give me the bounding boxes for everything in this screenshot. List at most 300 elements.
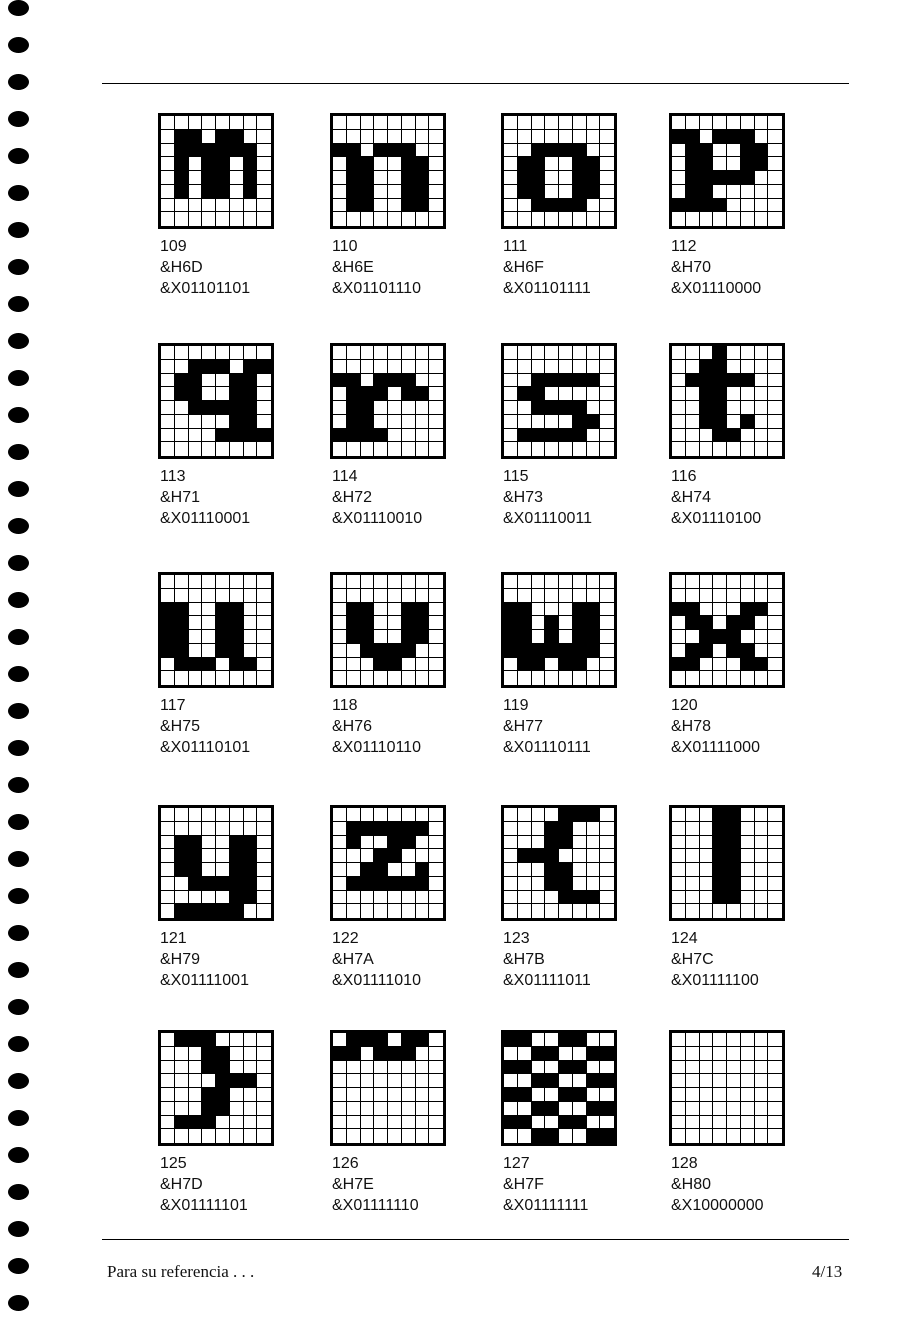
pixel-off	[244, 1033, 258, 1047]
pixel-on	[686, 644, 700, 658]
pixel-off	[768, 616, 782, 630]
pixel-off	[416, 374, 430, 388]
pixel-on	[573, 603, 587, 617]
pixel-on	[686, 144, 700, 158]
pixel-off	[257, 630, 271, 644]
pixel-on	[559, 644, 573, 658]
pixel-on	[573, 374, 587, 388]
pixel-off	[727, 185, 741, 199]
pixel-off	[532, 415, 546, 429]
pixel-off	[741, 185, 755, 199]
pixel-on	[700, 415, 714, 429]
character-cell	[158, 1030, 328, 1240]
pixel-on	[347, 144, 361, 158]
glyph-bitmap	[501, 343, 617, 459]
pixel-on	[347, 157, 361, 171]
page-number: 4/13	[812, 1262, 843, 1281]
pixel-off	[361, 346, 375, 360]
pixel-on	[374, 863, 388, 877]
pixel-on	[559, 1088, 573, 1102]
pixel-off	[257, 442, 271, 456]
pixel-on	[189, 144, 203, 158]
pixel-on	[532, 1102, 546, 1116]
pixel-off	[573, 904, 587, 918]
pixel-on	[161, 603, 175, 617]
pixel-on	[361, 387, 375, 401]
pixel-off	[257, 1129, 271, 1143]
pixel-off	[768, 1033, 782, 1047]
pixel-off	[545, 171, 559, 185]
pixel-off	[257, 1116, 271, 1130]
pixel-off	[388, 401, 402, 415]
pixel-off	[161, 1074, 175, 1088]
pixel-on	[504, 644, 518, 658]
decimal-code: 109	[160, 238, 187, 255]
pixel-off	[600, 185, 614, 199]
pixel-on	[230, 374, 244, 388]
pixel-off	[768, 603, 782, 617]
pixel-on	[361, 429, 375, 443]
pixel-off	[429, 891, 443, 905]
pixel-on	[402, 644, 416, 658]
glyph-bitmap	[330, 572, 446, 688]
pixel-off	[202, 822, 216, 836]
pixel-off	[388, 671, 402, 685]
pixel-on	[189, 836, 203, 850]
pixel-on	[416, 863, 430, 877]
pixel-grid	[672, 346, 782, 456]
punch-hole	[8, 444, 29, 460]
pixel-on	[361, 199, 375, 213]
pixel-off	[532, 822, 546, 836]
pixel-on	[573, 429, 587, 443]
pixel-on	[559, 1033, 573, 1047]
pixel-off	[727, 1074, 741, 1088]
pixel-off	[741, 904, 755, 918]
pixel-off	[755, 415, 769, 429]
pixel-off	[216, 836, 230, 850]
pixel-off	[333, 171, 347, 185]
pixel-on	[727, 808, 741, 822]
pixel-off	[374, 130, 388, 144]
pixel-off	[532, 671, 546, 685]
pixel-on	[244, 144, 258, 158]
pixel-off	[429, 575, 443, 589]
pixel-on	[175, 387, 189, 401]
pixel-off	[161, 1047, 175, 1061]
pixel-off	[416, 589, 430, 603]
pixel-off	[713, 589, 727, 603]
pixel-off	[518, 808, 532, 822]
pixel-off	[573, 1102, 587, 1116]
pixel-off	[755, 1102, 769, 1116]
punch-hole	[8, 222, 29, 238]
pixel-off	[230, 1088, 244, 1102]
pixel-off	[672, 144, 686, 158]
pixel-off	[713, 658, 727, 672]
pixel-on	[388, 374, 402, 388]
punch-hole	[8, 740, 29, 756]
pixel-off	[175, 415, 189, 429]
pixel-off	[587, 346, 601, 360]
pixel-on	[518, 644, 532, 658]
pixel-off	[347, 808, 361, 822]
pixel-off	[161, 116, 175, 130]
pixel-off	[347, 130, 361, 144]
pixel-off	[532, 116, 546, 130]
pixel-on	[189, 360, 203, 374]
pixel-off	[768, 212, 782, 226]
pixel-on	[700, 185, 714, 199]
pixel-off	[518, 904, 532, 918]
pixel-off	[244, 1047, 258, 1061]
pixel-on	[175, 603, 189, 617]
pixel-off	[216, 442, 230, 456]
pixel-off	[600, 199, 614, 213]
pixel-off	[741, 1129, 755, 1143]
pixel-off	[189, 822, 203, 836]
pixel-off	[768, 415, 782, 429]
pixel-off	[768, 442, 782, 456]
pixel-off	[768, 1047, 782, 1061]
pixel-off	[727, 212, 741, 226]
pixel-off	[333, 849, 347, 863]
pixel-off	[545, 671, 559, 685]
pixel-off	[388, 157, 402, 171]
pixel-off	[600, 808, 614, 822]
pixel-on	[175, 863, 189, 877]
punch-hole	[8, 925, 29, 941]
pixel-off	[161, 374, 175, 388]
pixel-on	[545, 1074, 559, 1088]
pixel-off	[587, 130, 601, 144]
pixel-off	[600, 171, 614, 185]
pixel-off	[518, 212, 532, 226]
pixel-off	[532, 212, 546, 226]
pixel-off	[416, 360, 430, 374]
pixel-on	[559, 1061, 573, 1075]
pixel-off	[768, 671, 782, 685]
pixel-off	[755, 616, 769, 630]
pixel-off	[402, 849, 416, 863]
hex-code: &H80	[671, 1176, 712, 1193]
pixel-off	[257, 401, 271, 415]
pixel-off	[545, 808, 559, 822]
hex-code: &H71	[160, 489, 201, 506]
pixel-off	[741, 849, 755, 863]
pixel-off	[257, 575, 271, 589]
pixel-off	[175, 877, 189, 891]
pixel-off	[755, 1088, 769, 1102]
punch-hole	[8, 777, 29, 793]
pixel-off	[429, 346, 443, 360]
footer-reference-text: Para su referencia . . .	[107, 1262, 255, 1281]
pixel-off	[755, 863, 769, 877]
pixel-off	[388, 346, 402, 360]
pixel-off	[700, 1061, 714, 1075]
pixel-on	[416, 157, 430, 171]
pixel-off	[518, 836, 532, 850]
pixel-off	[202, 589, 216, 603]
pixel-on	[244, 374, 258, 388]
binary-code: &X01111100	[671, 972, 759, 989]
pixel-off	[374, 589, 388, 603]
pixel-off	[532, 877, 546, 891]
pixel-off	[416, 836, 430, 850]
pixel-off	[161, 877, 175, 891]
hex-code: &H76	[332, 718, 373, 735]
pixel-off	[672, 904, 686, 918]
pixel-off	[672, 589, 686, 603]
pixel-off	[755, 360, 769, 374]
pixel-off	[202, 199, 216, 213]
pixel-on	[545, 1129, 559, 1143]
pixel-on	[559, 1116, 573, 1130]
pixel-off	[388, 1129, 402, 1143]
pixel-off	[518, 415, 532, 429]
pixel-off	[161, 1116, 175, 1130]
hex-code: &H79	[160, 951, 201, 968]
pixel-off	[361, 836, 375, 850]
pixel-off	[429, 374, 443, 388]
bottom-rule	[102, 1239, 849, 1240]
pixel-off	[587, 904, 601, 918]
pixel-off	[713, 671, 727, 685]
pixel-off	[672, 1116, 686, 1130]
pixel-on	[741, 616, 755, 630]
pixel-off	[713, 144, 727, 158]
pixel-on	[347, 822, 361, 836]
pixel-on	[202, 1061, 216, 1075]
pixel-off	[429, 822, 443, 836]
pixel-off	[361, 144, 375, 158]
pixel-off	[202, 212, 216, 226]
pixel-off	[741, 429, 755, 443]
pixel-off	[244, 346, 258, 360]
pixel-off	[518, 877, 532, 891]
pixel-off	[333, 185, 347, 199]
pixel-off	[504, 1102, 518, 1116]
pixel-off	[545, 442, 559, 456]
pixel-on	[361, 415, 375, 429]
pixel-on	[216, 130, 230, 144]
pixel-off	[333, 130, 347, 144]
pixel-off	[257, 171, 271, 185]
pixel-off	[755, 401, 769, 415]
pixel-on	[189, 849, 203, 863]
pixel-off	[333, 877, 347, 891]
pixel-off	[755, 171, 769, 185]
pixel-on	[189, 387, 203, 401]
pixel-off	[741, 401, 755, 415]
pixel-on	[230, 415, 244, 429]
pixel-off	[504, 157, 518, 171]
pixel-off	[672, 836, 686, 850]
pixel-on	[587, 1102, 601, 1116]
decimal-code: 121	[160, 930, 187, 947]
character-cell	[501, 572, 671, 782]
pixel-off	[402, 346, 416, 360]
pixel-off	[573, 442, 587, 456]
pixel-off	[361, 849, 375, 863]
pixel-off	[175, 1074, 189, 1088]
pixel-off	[333, 575, 347, 589]
pixel-off	[686, 808, 700, 822]
pixel-off	[361, 442, 375, 456]
pixel-off	[333, 1061, 347, 1075]
pixel-off	[727, 415, 741, 429]
pixel-on	[727, 822, 741, 836]
pixel-off	[161, 171, 175, 185]
pixel-off	[202, 415, 216, 429]
pixel-on	[374, 1033, 388, 1047]
pixel-off	[189, 429, 203, 443]
pixel-on	[402, 1033, 416, 1047]
pixel-on	[216, 904, 230, 918]
pixel-off	[713, 1033, 727, 1047]
pixel-off	[244, 808, 258, 822]
pixel-on	[347, 1047, 361, 1061]
pixel-off	[429, 603, 443, 617]
pixel-off	[257, 116, 271, 130]
pixel-off	[230, 822, 244, 836]
character-cell	[669, 343, 839, 553]
pixel-off	[202, 808, 216, 822]
pixel-grid	[161, 1033, 271, 1143]
character-cell	[330, 1030, 500, 1240]
pixel-off	[700, 891, 714, 905]
pixel-off	[189, 1102, 203, 1116]
pixel-off	[559, 1074, 573, 1088]
pixel-off	[388, 630, 402, 644]
pixel-on	[545, 849, 559, 863]
pixel-off	[161, 1102, 175, 1116]
binary-code: &X01110110	[332, 739, 421, 756]
pixel-off	[244, 1088, 258, 1102]
pixel-off	[532, 836, 546, 850]
pixel-off	[202, 130, 216, 144]
pixel-off	[189, 671, 203, 685]
pixel-off	[388, 415, 402, 429]
pixel-on	[573, 630, 587, 644]
pixel-off	[518, 360, 532, 374]
pixel-on	[161, 616, 175, 630]
pixel-on	[230, 863, 244, 877]
pixel-on	[216, 144, 230, 158]
character-cell	[158, 805, 328, 1015]
pixel-off	[244, 589, 258, 603]
pixel-on	[504, 1061, 518, 1075]
pixel-off	[244, 1129, 258, 1143]
pixel-off	[600, 836, 614, 850]
pixel-off	[429, 360, 443, 374]
pixel-off	[504, 658, 518, 672]
pixel-off	[230, 589, 244, 603]
pixel-on	[686, 199, 700, 213]
pixel-off	[361, 575, 375, 589]
pixel-off	[672, 1129, 686, 1143]
pixel-off	[161, 360, 175, 374]
pixel-on	[388, 658, 402, 672]
punch-hole	[8, 0, 29, 16]
pixel-off	[727, 658, 741, 672]
pixel-off	[504, 212, 518, 226]
pixel-off	[755, 185, 769, 199]
pixel-off	[402, 1074, 416, 1088]
pixel-off	[768, 658, 782, 672]
pixel-off	[161, 199, 175, 213]
pixel-on	[175, 130, 189, 144]
pixel-off	[727, 904, 741, 918]
pixel-off	[755, 808, 769, 822]
pixel-on	[573, 157, 587, 171]
pixel-off	[559, 589, 573, 603]
pixel-off	[587, 1061, 601, 1075]
character-cell	[158, 572, 328, 782]
pixel-off	[161, 346, 175, 360]
glyph-bitmap	[501, 805, 617, 921]
pixel-off	[230, 671, 244, 685]
pixel-off	[429, 401, 443, 415]
pixel-on	[189, 374, 203, 388]
pixel-off	[672, 616, 686, 630]
pixel-off	[374, 199, 388, 213]
pixel-off	[361, 1061, 375, 1075]
pixel-on	[230, 130, 244, 144]
pixel-off	[175, 199, 189, 213]
pixel-off	[755, 849, 769, 863]
pixel-off	[559, 1047, 573, 1061]
pixel-off	[686, 836, 700, 850]
binary-code: &X01101111	[503, 280, 591, 297]
pixel-off	[388, 130, 402, 144]
pixel-off	[768, 863, 782, 877]
pixel-off	[216, 822, 230, 836]
pixel-off	[429, 836, 443, 850]
pixel-off	[161, 891, 175, 905]
pixel-on	[559, 863, 573, 877]
pixel-on	[559, 199, 573, 213]
pixel-off	[700, 1074, 714, 1088]
pixel-off	[504, 836, 518, 850]
pixel-on	[727, 891, 741, 905]
pixel-on	[532, 849, 546, 863]
pixel-off	[600, 589, 614, 603]
pixel-off	[504, 415, 518, 429]
pixel-off	[727, 1129, 741, 1143]
pixel-off	[230, 442, 244, 456]
pixel-off	[587, 822, 601, 836]
pixel-off	[741, 836, 755, 850]
punch-hole	[8, 851, 29, 867]
pixel-off	[741, 360, 755, 374]
pixel-on	[374, 877, 388, 891]
punch-hole	[8, 629, 29, 645]
pixel-off	[573, 360, 587, 374]
pixel-on	[600, 1047, 614, 1061]
pixel-off	[416, 575, 430, 589]
pixel-on	[175, 616, 189, 630]
pixel-on	[416, 1033, 430, 1047]
pixel-off	[672, 374, 686, 388]
pixel-on	[175, 144, 189, 158]
pixel-off	[545, 589, 559, 603]
pixel-off	[545, 346, 559, 360]
pixel-on	[161, 644, 175, 658]
pixel-off	[504, 116, 518, 130]
pixel-off	[504, 199, 518, 213]
pixel-off	[189, 171, 203, 185]
